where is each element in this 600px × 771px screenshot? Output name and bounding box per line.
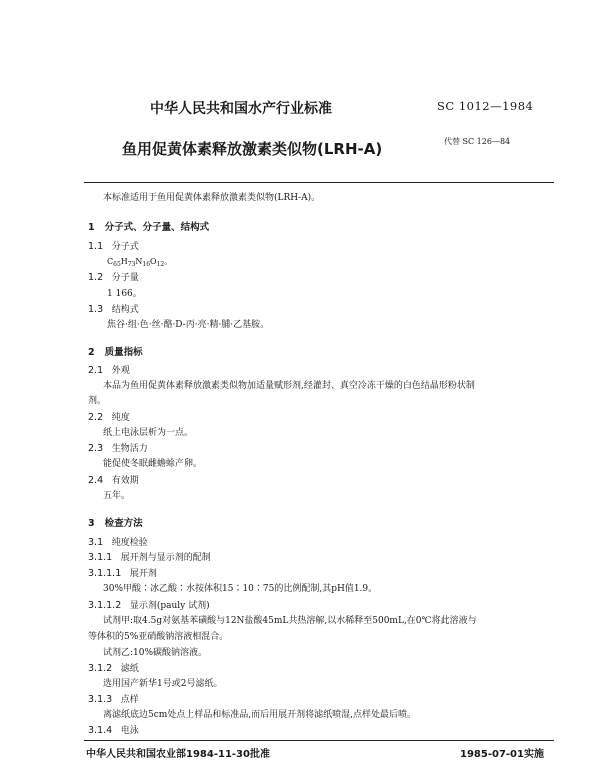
approval-text: 中华人民共和国农业部1984-11-30批准 xyxy=(86,749,270,760)
developer-text: 30%甲酸∶冰乙酸∶水按体积15∶10∶75的比例配制,其pH值1.9。 xyxy=(103,584,378,594)
header-rule xyxy=(84,182,554,183)
shelf-life-text: 五年。 xyxy=(103,491,131,501)
reagent-a-text-2: 等体积的5%亚硝酸钠溶液相混合。 xyxy=(88,632,229,642)
activity-text: 能促使冬眠雌蟾蜍产卵。 xyxy=(103,459,203,469)
section-2-4-heading: 2.4 有效期 xyxy=(88,475,139,486)
section-1: 1 分子式、分子量、结构式 xyxy=(88,222,210,233)
section-2: 2 质量指标 xyxy=(88,347,143,358)
molecular-formula: $C_{65}H_{73}N_{16}O_{12}$。 xyxy=(107,257,173,268)
section-3-1-2-heading: 3.1.2 滤纸 xyxy=(88,663,139,674)
section-3: 3 检查方法 xyxy=(88,518,143,529)
appearance-text-2: 剂。 xyxy=(88,396,107,406)
section-3-1-1-1-heading: 3.1.1.1 展开剂 xyxy=(88,568,157,579)
section-1-1-heading: 1.1 分子式 xyxy=(88,241,139,252)
structure-formula: 焦谷·组·色·丝·酪·D-丙·亮·精·脯·乙基胺。 xyxy=(107,320,270,330)
section-3-1-3-heading: 3.1.3 点样 xyxy=(88,694,139,705)
section-1-2-heading: 1.2 分子量 xyxy=(88,272,139,283)
molecular-weight: 1 166。 xyxy=(107,289,142,299)
footer-rule xyxy=(84,740,554,741)
section-3-1-1-heading: 3.1.1 展开剂与显示剂的配制 xyxy=(88,552,211,563)
doc-title: 鱼用促黄体素释放激素类似物(LRH-A) xyxy=(122,140,383,158)
purity-text: 纸上电泳层析为一点。 xyxy=(103,428,194,438)
section-3-1-4-heading: 3.1.4 电泳 xyxy=(88,725,139,736)
effective-date: 1985-07-01实施 xyxy=(460,749,544,760)
section-1-3-heading: 1.3 结构式 xyxy=(88,304,139,315)
org-title: 中华人民共和国水产行业标准 xyxy=(150,101,332,117)
scope-text: 本标准适用于鱼用促黄体素释放激素类似物(LRH-A)。 xyxy=(103,193,321,203)
reagent-b-text: 试剂乙:10%碳酸钠溶液。 xyxy=(103,648,208,658)
section-3-1-heading: 3.1 纯度检验 xyxy=(88,537,148,548)
section-3-1-1-2-heading: 3.1.1.2 显示剂(pauly 试剂) xyxy=(88,600,210,611)
section-2-3-heading: 2.3 生物活力 xyxy=(88,443,148,454)
section-2-2-heading: 2.2 纯度 xyxy=(88,412,130,423)
spotting-text: 离滤纸底边5cm处点上样品和标准品,而后用展开剂将滤纸喷湿,点样处最后喷。 xyxy=(103,710,417,720)
section-2-1-heading: 2.1 外观 xyxy=(88,365,130,376)
reagent-a-text-1: 试剂甲:取4.5g对氨基苯磺酸与12N盐酸45mL共热溶解,以水稀释至500mL,在0℃将此溶液与 xyxy=(103,616,477,626)
appearance-text-1: 本品为鱼用促黄体素释放激素类似物加适量赋形剂,经灌封、真空冷冻干燥的白色结晶形粉状制 xyxy=(103,381,475,391)
standard-code: SC 1012—1984 xyxy=(437,99,534,113)
filter-paper-text: 选用国产新华1号或2号滤纸。 xyxy=(103,679,223,689)
replaces-note: 代替 SC 126—84 xyxy=(444,137,511,146)
